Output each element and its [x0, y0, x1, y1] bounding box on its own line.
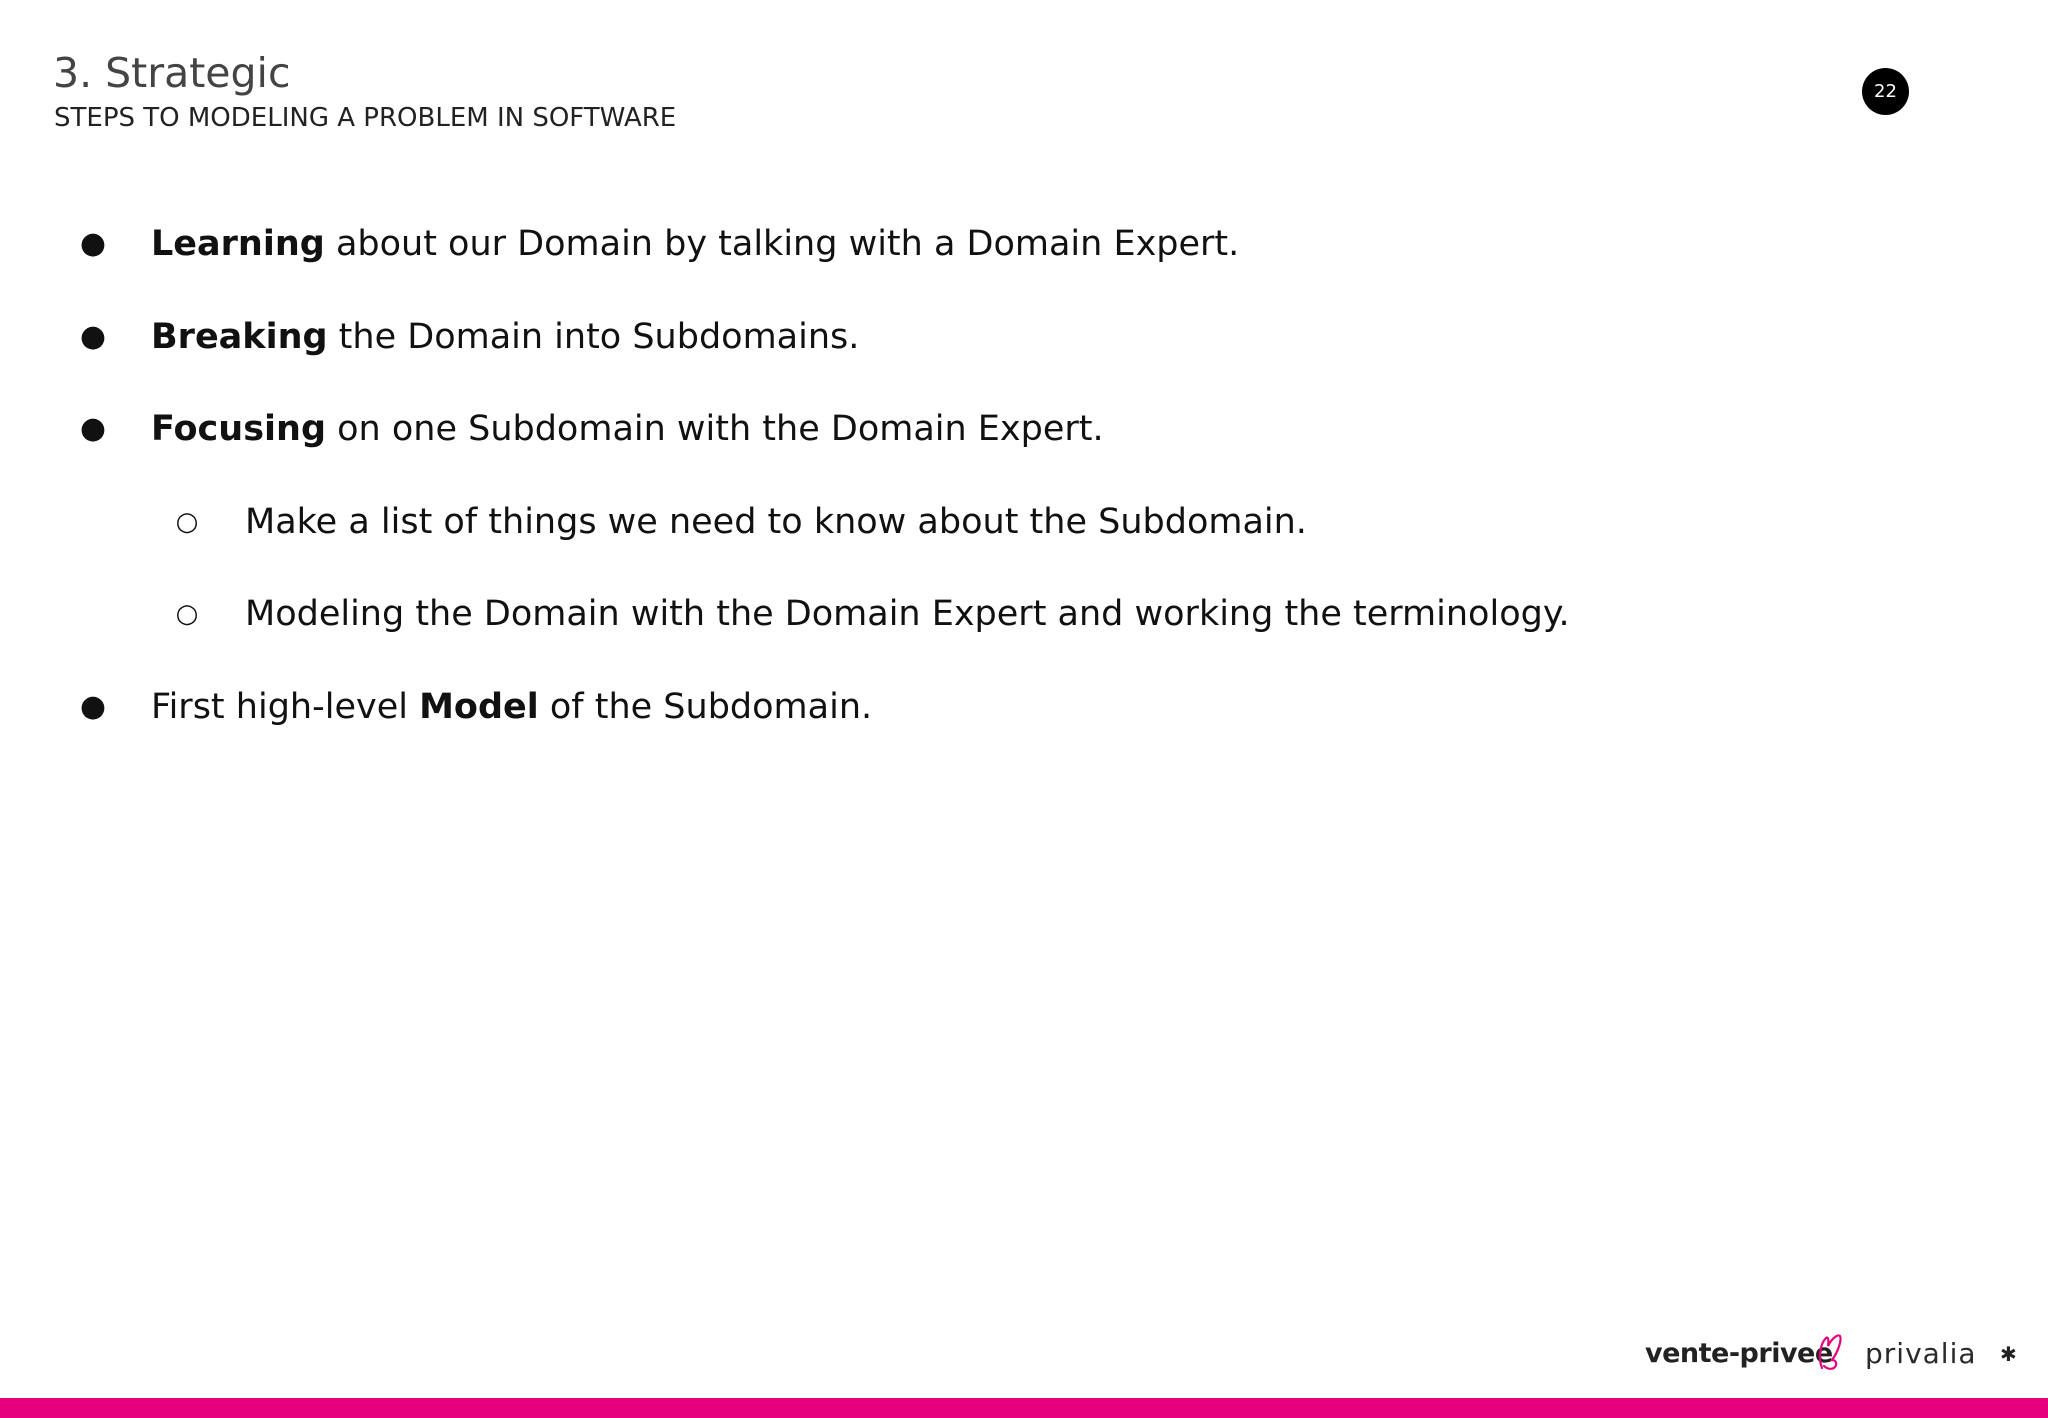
bullet-text-part: the Domain into Subdomains. [327, 316, 860, 357]
sub-bullet-marker: ○ [175, 599, 199, 630]
vente-privee-logo: vente-privee [1645, 1338, 1833, 1369]
privalia-logo: privalia [1865, 1337, 1977, 1370]
bullet-marker: ● [79, 688, 107, 724]
butterfly-icon [1816, 1332, 1844, 1372]
bullet-keyword: Focusing [151, 409, 326, 450]
bullet-item [0, 208, 2048, 301]
bullet-text [245, 486, 1307, 558]
bullet-marker: ● [79, 318, 107, 354]
bullet-text-part: Modeling the Domain with the Domain Expert and working the terminology. [245, 594, 1570, 635]
bullet-keyword: Breaking [151, 316, 328, 357]
bullet-list [0, 208, 2048, 764]
bullet-text [151, 301, 859, 373]
footer-accent-bar [0, 1398, 2048, 1418]
bullet-text [151, 208, 1239, 280]
sub-bullet-item [0, 486, 2048, 579]
bullet-marker: ● [79, 226, 107, 261]
bullet-text-part: about our Domain by talking with a Domain Expert. [324, 224, 1240, 264]
bullet-text [151, 671, 872, 743]
slide-title: 3. Strategic [53, 49, 291, 97]
bullet-text [151, 393, 1104, 465]
bullet-marker: ● [79, 411, 107, 447]
page-number-badge: 22 [1862, 68, 1909, 115]
slide-subtitle: STEPS TO MODELING A PROBLEM IN SOFTWARE [54, 103, 677, 133]
bullet-text-part: of the Subdomain. [538, 686, 873, 727]
bullet-item [0, 301, 2048, 394]
bullet-keyword: Model [419, 686, 539, 727]
footer-logos [1640, 1330, 2030, 1378]
bullet-text-part: Make a list of things we need to know about the Subdomain. [245, 501, 1307, 542]
bullet-item [0, 393, 2048, 486]
sub-bullet-item [0, 578, 2048, 671]
bullet-keyword: Learning [151, 224, 325, 264]
asterisk-icon: ✱ [2000, 1342, 2017, 1366]
bullet-item [0, 671, 2048, 764]
sub-bullet-marker: ○ [175, 506, 199, 537]
bullet-text-part: First high-level [151, 686, 420, 727]
bullet-text-part: on one Subdomain with the Domain Expert. [326, 409, 1104, 450]
bullet-text [245, 578, 1570, 650]
